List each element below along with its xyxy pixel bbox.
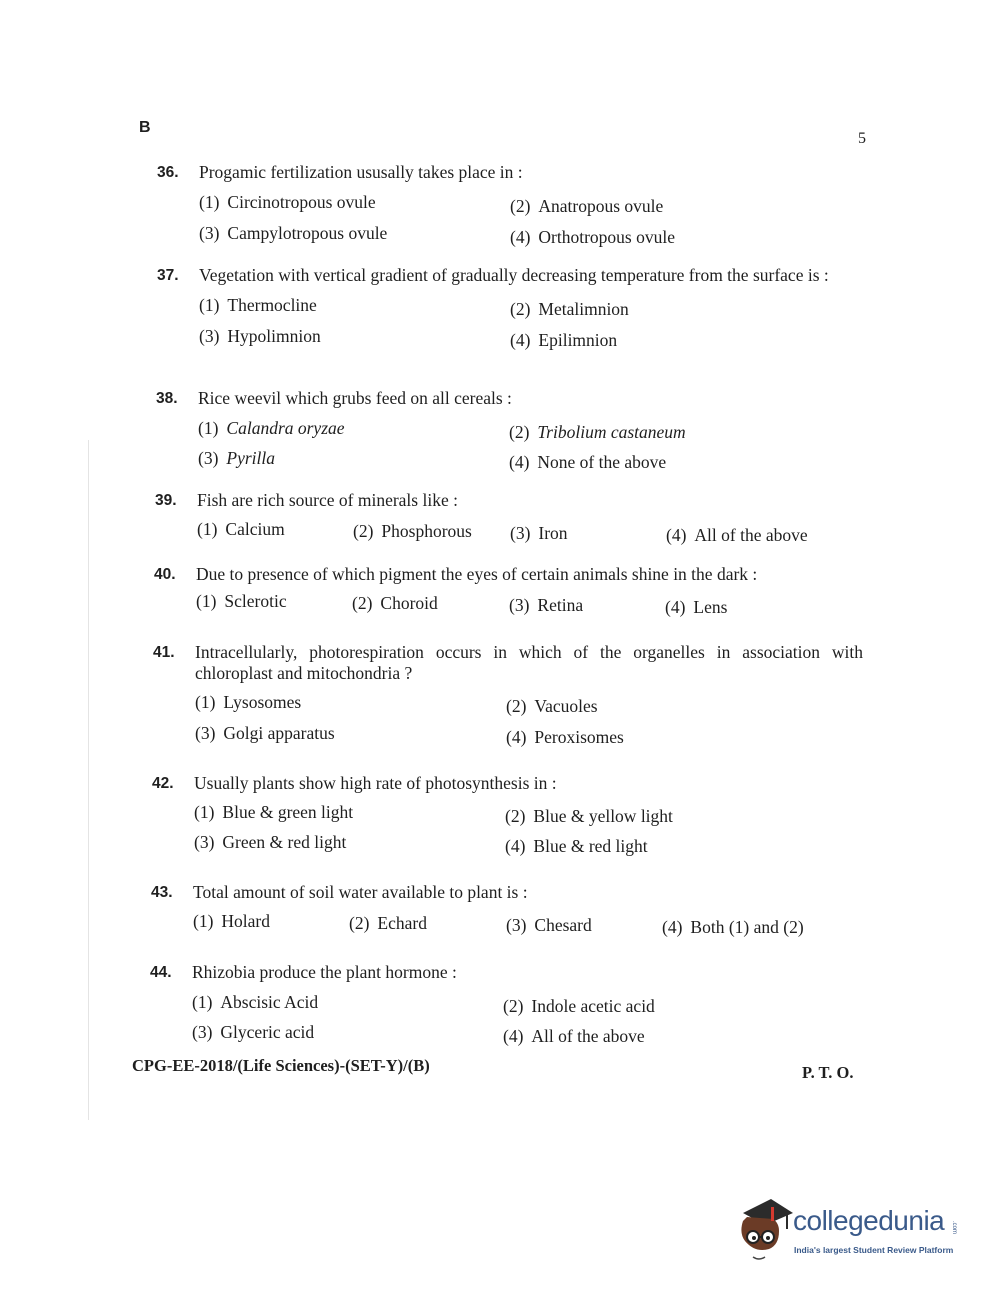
option-2: (2) Tribolium castaneum <box>509 422 686 442</box>
options-row <box>196 585 864 617</box>
option-3: (3) Iron <box>510 523 568 543</box>
option-4: (4) Peroxisomes <box>506 727 624 747</box>
option-2: (2) Indole acetic acid <box>503 996 655 1016</box>
question-text: Vegetation with vertical gradient of gradually decreasing temperature from the surface is : <box>199 265 829 285</box>
question-text: Usually plants show high rate of photosynthesis in : <box>194 773 557 793</box>
question-number: 41. <box>153 644 175 661</box>
option-1: (1) Blue & green light <box>194 802 354 822</box>
question-39 <box>155 490 865 543</box>
option-2: (2) Blue & yellow light <box>505 806 673 826</box>
collegedunia-logo <box>735 1195 960 1265</box>
options-grid <box>194 794 862 856</box>
option-1: (1) Holard <box>193 911 271 931</box>
option-2: (2) Choroid <box>352 593 438 613</box>
question-number: 44. <box>150 964 172 981</box>
options-grid <box>195 684 863 746</box>
question-text: Intracellularly, photorespiration occurs in which of the organelles in association with chloroplast and mitochondria ? <box>195 642 863 683</box>
option-2: (2) Metalimnion <box>510 299 629 319</box>
question-number: 37. <box>157 267 179 284</box>
question-38 <box>156 388 866 471</box>
option-3: (3) Pyrilla <box>198 448 276 468</box>
question-37 <box>157 265 867 348</box>
option-1: (1) Calandra oryzae <box>198 418 345 438</box>
question-number: 36. <box>157 164 179 181</box>
question-number: 38. <box>156 390 178 407</box>
option-2: (2) Vacuoles <box>506 696 598 716</box>
question-number: 42. <box>152 775 174 792</box>
option-1: (1) Abscisic Acid <box>192 992 319 1012</box>
logo-dotcom: .com <box>951 1221 957 1235</box>
option-4: (4) Blue & red light <box>505 836 648 856</box>
option-2: (2) Phosphorous <box>353 521 472 541</box>
logo-tagline: India's largest Student Review Platform <box>794 1245 954 1255</box>
option-3: (3) Chesard <box>506 915 592 935</box>
logo-wordmark: collegedunia <box>793 1205 945 1236</box>
mascot-icon <box>735 1195 795 1265</box>
options-row <box>197 511 865 543</box>
question-number: 40. <box>154 566 176 583</box>
question-42 <box>152 773 862 856</box>
scan-margin-line <box>88 440 89 1120</box>
option-1: (1) Sclerotic <box>196 591 287 611</box>
option-1: (1) Circinotropous ovule <box>199 192 376 212</box>
series-letter: B <box>139 119 151 136</box>
paper-code: CPG-EE-2018/(Life Sciences)-(SET-Y)/(B) <box>132 1056 430 1075</box>
page-number: 5 <box>858 130 866 147</box>
options-grid <box>198 409 866 471</box>
option-4: (4) None of the above <box>509 452 667 472</box>
option-3: (3) Hypolimnion <box>199 326 321 346</box>
question-text: Total amount of soil water available to plant is : <box>193 882 528 902</box>
option-1: (1) Thermocline <box>199 295 317 315</box>
question-40 <box>154 564 864 617</box>
option-4: (4) Both (1) and (2) <box>662 917 804 937</box>
option-2: (2) Echard <box>349 913 427 933</box>
question-number: 43. <box>151 884 173 901</box>
option-1: (1) Calcium <box>197 519 285 539</box>
option-4: (4) All of the above <box>666 525 808 545</box>
question-text: Progamic fertilization ususally takes place in : <box>199 162 523 182</box>
option-3: (3) Green & red light <box>194 832 347 852</box>
options-grid <box>199 286 867 348</box>
option-3: (3) Retina <box>509 595 584 615</box>
question-text: Fish are rich source of minerals like : <box>197 490 458 510</box>
options-grid <box>192 983 860 1045</box>
question-text: Rhizobia produce the plant hormone : <box>192 962 457 982</box>
question-number: 39. <box>155 492 177 509</box>
option-3: (3) Campylotropous ovule <box>199 223 388 243</box>
question-36 <box>157 162 867 245</box>
option-4: (4) All of the above <box>503 1026 645 1046</box>
option-4: (4) Orthotropous ovule <box>510 227 675 247</box>
option-1: (1) Lysosomes <box>195 692 302 712</box>
option-3: (3) Golgi apparatus <box>195 723 335 743</box>
question-44 <box>150 962 860 1045</box>
option-3: (3) Glyceric acid <box>192 1022 315 1042</box>
options-row <box>193 903 861 935</box>
pto-label: P. T. O. <box>802 1063 854 1082</box>
question-text: Rice weevil which grubs feed on all cereals : <box>198 388 512 408</box>
option-4: (4) Epilimnion <box>510 330 618 350</box>
options-grid <box>199 183 867 245</box>
question-41 <box>153 642 863 746</box>
option-2: (2) Anatropous ovule <box>510 196 664 216</box>
question-43 <box>151 882 861 935</box>
question-text: Due to presence of which pigment the eyes of certain animals shine in the dark : <box>196 564 758 584</box>
option-4: (4) Lens <box>665 597 728 617</box>
